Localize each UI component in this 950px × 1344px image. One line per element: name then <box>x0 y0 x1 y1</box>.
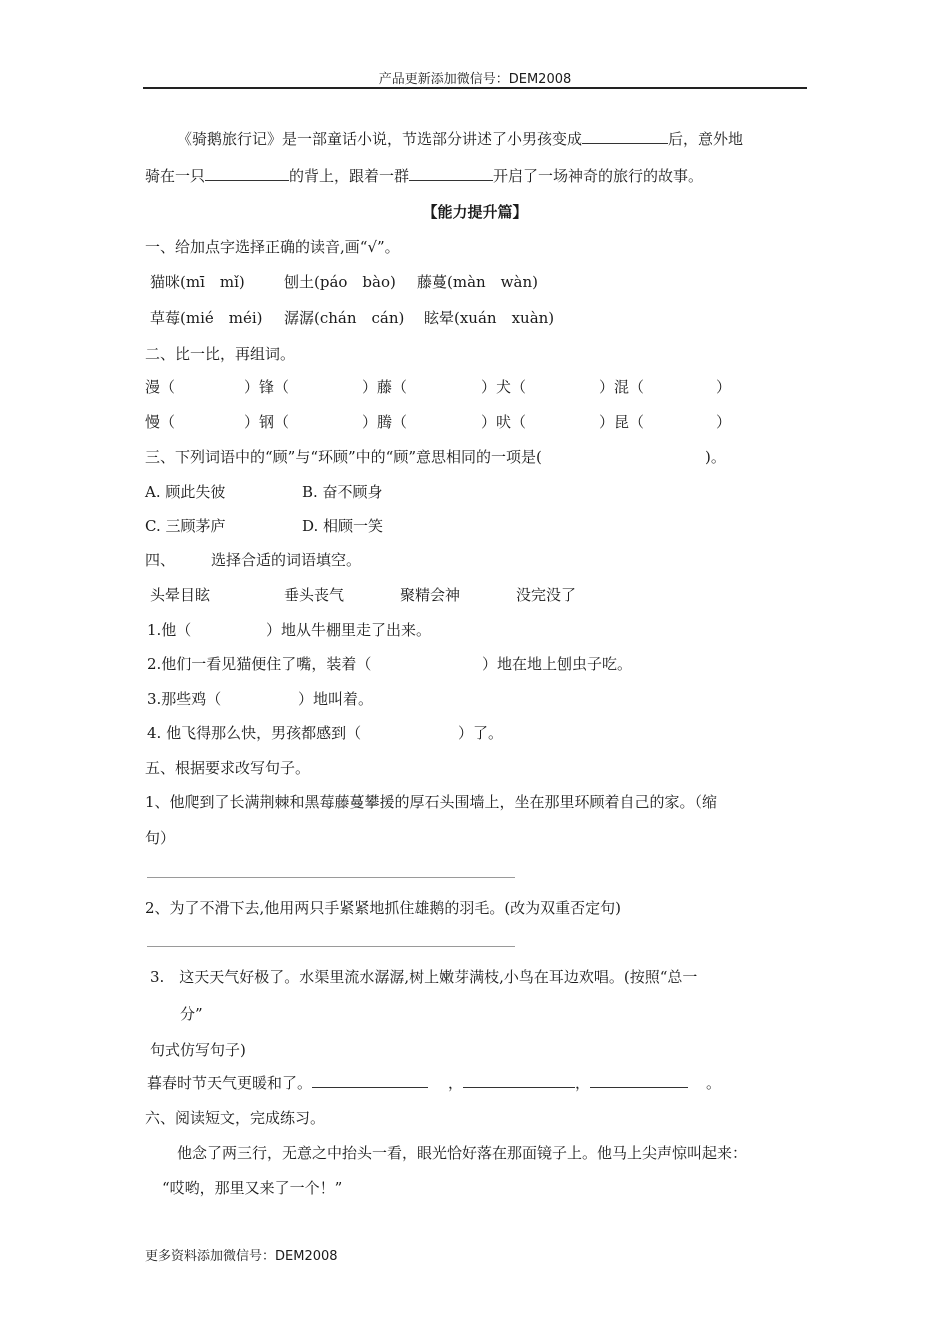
q2-cell: ）锋（ <box>244 378 290 396</box>
intro-line-2 <box>145 165 703 186</box>
q3-option-a: A. 顾此失彼 <box>145 483 226 501</box>
intro-text: 《骑鹅旅行记》是一部童话小说，节选部分讲述了小男孩变成 <box>177 130 583 148</box>
q2-cell: ）腾（ <box>362 413 408 431</box>
q4-sentence-3-b: ）地叫着。 <box>298 690 374 708</box>
q4-word: 垂头丧气 <box>284 586 345 604</box>
fill-blank[interactable] <box>205 166 289 181</box>
q3-option-c: C. 三顾茅庐 <box>145 517 226 535</box>
q5-item-3-line-3: 句式仿写句子) <box>150 1041 246 1059</box>
fill-blank[interactable] <box>590 1073 688 1088</box>
intro-text: 后，意外地 <box>668 130 744 148</box>
q5-item-1-line-1: 1、他爬到了长满荆棘和黑莓藤蔓攀援的厚石头围墙上，坐在那里环顾着自己的家。（缩 <box>145 793 718 811</box>
answer-line[interactable] <box>147 877 515 878</box>
q4-word: 没完没了 <box>516 586 577 604</box>
q2-cell: ） <box>716 378 732 396</box>
q5-end: 。 <box>706 1074 722 1092</box>
q6-passage-line-1: 他念了两三行，无意之中抬头一看，眼光恰好落在那面镜子上。他马上尖声惊叫起来： <box>177 1144 748 1162</box>
q5-item-3-line-1: 3. 这天天气好极了。水渠里流水潺潺,树上嫩芽满枝,小鸟在耳边欢唱。(按照“总一 <box>150 968 698 986</box>
q3-title: 三、下列词语中的“顾”与“环顾”中的“顾”意思相同的一项是( <box>145 448 542 466</box>
q4-title-number: 四、 <box>145 551 176 569</box>
q2-cell: ）藤（ <box>362 378 408 396</box>
fill-blank[interactable] <box>409 166 493 181</box>
q4-word: 头晕目眩 <box>150 586 211 604</box>
q3-option-d: D. 相顾一笑 <box>302 517 384 535</box>
q2-cell: ）混（ <box>599 378 645 396</box>
q4-sentence-1-b: ）地从牛棚里走了出来。 <box>266 621 432 639</box>
q2-cell: 慢（ <box>145 413 176 431</box>
fill-blank[interactable] <box>312 1073 428 1088</box>
q5-title: 五、根据要求改写句子。 <box>145 759 311 777</box>
q4-sentence-2-a: 2.他们一看见猫便住了嘴，装着（ <box>147 655 372 673</box>
intro-text: 的背上，跟着一群 <box>289 167 410 185</box>
page-header: 产品更新添加微信号：DEM2008 <box>378 72 572 87</box>
q2-cell: ）昆（ <box>599 413 645 431</box>
q2-cell: 漫（ <box>145 378 176 396</box>
q1-item: 潺潺(chán cán) <box>284 309 405 327</box>
q4-title: 选择合适的词语填空。 <box>211 551 362 569</box>
q4-sentence-4-b: ）了。 <box>458 724 504 742</box>
q5-item-2: 2、为了不滑下去,他用两只手紧紧地抓住雄鹅的羽毛。(改为双重否定句) <box>145 899 622 917</box>
q3-option-b: B. 奋不顾身 <box>302 483 383 501</box>
section-title: 【能力提升篇】 <box>422 203 528 221</box>
q4-word: 聚精会神 <box>400 586 461 604</box>
intro-text: 开启了一场神奇的旅行的故事。 <box>493 167 704 185</box>
intro-text: 骑在一只 <box>145 167 206 185</box>
q1-title: 一、给加点字选择正确的读音,画“√”。 <box>145 238 400 256</box>
q2-title: 二、比一比，再组词。 <box>145 345 296 363</box>
q5-item-3-line-4 <box>147 1072 721 1093</box>
q2-cell: ）吠（ <box>481 413 527 431</box>
q5-item-3-line-2: 分” <box>180 1005 203 1023</box>
q5-sep: ， <box>575 1074 591 1092</box>
page-footer: 更多资料添加微信号：DEM2008 <box>145 1249 338 1264</box>
q5-prompt: 暮春时节天气更暖和了。 <box>147 1074 313 1092</box>
q3-title-end: )。 <box>705 448 726 466</box>
q1-item: 眩晕(xuán xuàn) <box>424 309 555 327</box>
fill-blank[interactable] <box>582 129 668 144</box>
q1-item: 刨土(páo bào) <box>284 273 396 291</box>
header-rule <box>143 87 807 89</box>
q5-sep: ， <box>448 1074 464 1092</box>
q4-sentence-3-a: 3.那些鸡（ <box>147 690 222 708</box>
answer-line[interactable] <box>147 946 515 947</box>
q2-cell: ） <box>716 413 732 431</box>
q1-item: 藤蔓(màn wàn) <box>417 273 538 291</box>
q4-sentence-1-a: 1.他（ <box>147 621 192 639</box>
q6-title: 六、阅读短文，完成练习。 <box>145 1109 326 1127</box>
q2-cell: ）钢（ <box>244 413 290 431</box>
q5-item-1-line-2: 句） <box>145 829 176 847</box>
intro-line-1 <box>177 128 743 149</box>
q6-passage-line-2: “哎哟，那里又来了一个！” <box>162 1179 343 1197</box>
q4-sentence-4-a: 4. 他飞得那么快，男孩都感到（ <box>147 724 362 742</box>
fill-blank[interactable] <box>463 1073 575 1088</box>
q1-item: 猫咪(mī mǐ) <box>150 273 245 291</box>
q1-item: 草莓(mié méi) <box>150 309 263 327</box>
q4-sentence-2-b: ）地在地上刨虫子吃。 <box>482 655 633 673</box>
q2-cell: ）犬（ <box>481 378 527 396</box>
